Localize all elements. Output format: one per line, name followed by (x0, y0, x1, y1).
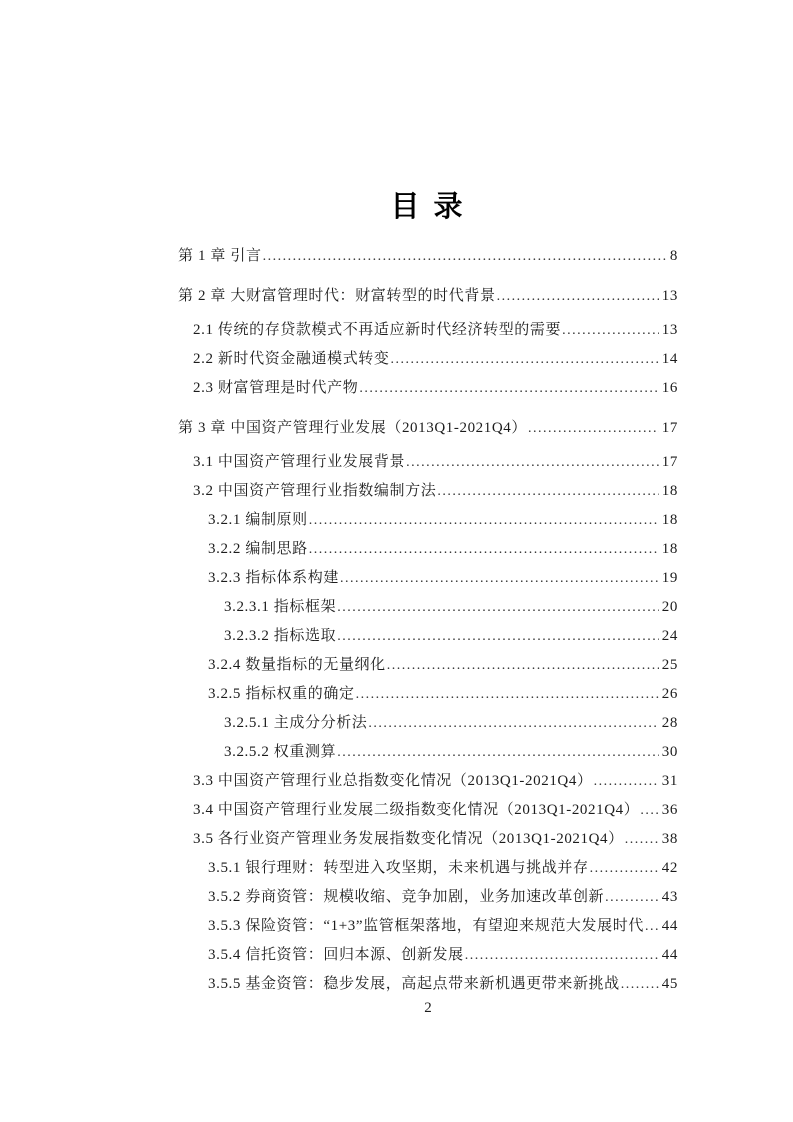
toc-dot-leader (309, 535, 659, 564)
toc-entry-page-number: 43 (661, 889, 678, 905)
toc-entry-page-number: 18 (661, 483, 678, 499)
toc-dot-leader (340, 564, 659, 593)
toc-entry-label: 2.3 财富管理是时代产物 (193, 380, 359, 396)
toc-entry[interactable] (178, 883, 678, 912)
toc-entry-page-number: 13 (661, 322, 678, 338)
toc-entry[interactable] (178, 709, 678, 738)
toc-entry[interactable] (178, 912, 678, 941)
toc-entry-label: 第 2 章 大财富管理时代：财富转型的时代背景 (178, 288, 496, 304)
toc-entry[interactable] (178, 535, 678, 564)
toc-dot-leader (640, 796, 658, 825)
toc-dot-leader (645, 912, 659, 941)
toc-dot-leader (437, 477, 658, 506)
toc-entry-label: 3.2.5.1 主成分分析法 (224, 715, 368, 731)
toc-entry[interactable] (178, 414, 678, 443)
toc-dot-leader (309, 506, 659, 535)
toc-entry-page-number: 38 (661, 831, 678, 847)
toc-dot-leader (594, 767, 659, 796)
footer-page-number: 2 (424, 1000, 432, 1016)
toc-entry-page-number: 19 (661, 570, 678, 586)
toc-entry-page-number: 8 (669, 248, 678, 264)
toc-entry-label: 3.5.2 券商资管：规模收缩、竞争加剧，业务加速改革创新 (208, 889, 605, 905)
toc-dot-leader (590, 854, 659, 883)
toc-entry[interactable] (178, 506, 678, 535)
toc-dot-leader (356, 680, 659, 709)
toc-entry[interactable] (178, 374, 678, 403)
toc-entry[interactable] (178, 854, 678, 883)
toc-entry-label: 第 3 章 中国资产管理行业发展（2013Q1-2021Q4） (178, 420, 528, 436)
toc-entry-page-number: 42 (661, 860, 678, 876)
toc-entry-label: 3.1 中国资产管理行业发展背景 (193, 454, 406, 470)
toc-list (178, 242, 678, 999)
toc-entry-page-number: 16 (661, 380, 678, 396)
toc-entry[interactable] (178, 242, 678, 271)
toc-dot-leader (625, 825, 659, 854)
toc-entry-label: 3.3 中国资产管理行业总指数变化情况（2013Q1-2021Q4） (193, 773, 593, 789)
toc-entry-label: 3.2.3.1 指标框架 (224, 599, 337, 615)
toc-entry-page-number: 28 (661, 715, 678, 731)
toc-entry-page-number: 44 (661, 918, 678, 934)
toc-dot-leader (263, 242, 667, 271)
toc-entry-label: 2.2 新时代资金融通模式转变 (193, 351, 390, 367)
toc-entry[interactable] (178, 477, 678, 506)
toc-entry[interactable] (178, 448, 678, 477)
toc-entry[interactable] (178, 680, 678, 709)
toc-content (178, 184, 678, 999)
toc-entry-page-number: 17 (661, 454, 678, 470)
toc-entry-page-number: 20 (661, 599, 678, 615)
toc-entry[interactable] (178, 651, 678, 680)
toc-entry[interactable] (178, 593, 678, 622)
toc-entry-label: 3.2 中国资产管理行业指数编制方法 (193, 483, 437, 499)
toc-entry[interactable] (178, 345, 678, 374)
toc-entry-page-number: 18 (661, 512, 678, 528)
toc-entry-label: 3.2.2 编制思路 (208, 541, 308, 557)
toc-dot-leader (621, 970, 659, 999)
toc-entry-label: 3.5.4 信托资管：回归本源、创新发展 (208, 947, 464, 963)
toc-dot-leader (465, 941, 659, 970)
toc-dot-leader (528, 414, 659, 443)
toc-entry[interactable] (178, 825, 678, 854)
page-title: 目 录 (390, 191, 466, 223)
toc-entry-page-number: 17 (661, 420, 678, 436)
toc-entry-label: 3.2.1 编制原则 (208, 512, 308, 528)
toc-entry-label: 3.5.5 基金资管：稳步发展，高起点带来新机遇更带来新挑战 (208, 976, 620, 992)
toc-entry-page-number: 13 (661, 288, 678, 304)
toc-entry[interactable] (178, 564, 678, 593)
toc-entry-label: 3.2.3.2 指标选取 (224, 628, 337, 644)
toc-entry[interactable] (178, 767, 678, 796)
toc-entry-label: 3.2.3 指标体系构建 (208, 570, 339, 586)
toc-entry-page-number: 31 (661, 773, 678, 789)
toc-dot-leader (406, 448, 659, 477)
toc-entry-page-number: 45 (661, 976, 678, 992)
toc-entry[interactable] (178, 282, 678, 311)
toc-entry[interactable] (178, 796, 678, 825)
toc-dot-leader (391, 345, 659, 374)
toc-entry-label: 3.5 各行业资产管理业务发展指数变化情况（2013Q1-2021Q4） (193, 831, 624, 847)
toc-entry-page-number: 18 (661, 541, 678, 557)
toc-entry-label: 3.2.5 指标权重的确定 (208, 686, 355, 702)
toc-entry[interactable] (178, 970, 678, 999)
toc-entry-page-number: 14 (661, 351, 678, 367)
toc-entry-page-number: 36 (661, 802, 678, 818)
toc-dot-leader (387, 651, 659, 680)
toc-entry[interactable] (178, 738, 678, 767)
toc-entry[interactable] (178, 316, 678, 345)
toc-entry-page-number: 30 (661, 744, 678, 760)
toc-entry-page-number: 26 (661, 686, 678, 702)
toc-entry-page-number: 24 (661, 628, 678, 644)
toc-dot-leader (497, 282, 659, 311)
toc-entry-label: 3.5.1 银行理财：转型进入攻坚期，未来机遇与挑战并存 (208, 860, 589, 876)
toc-dot-leader (337, 738, 659, 767)
toc-dot-leader (337, 622, 659, 651)
toc-dot-leader (337, 593, 659, 622)
toc-dot-leader (368, 709, 658, 738)
toc-entry[interactable] (178, 941, 678, 970)
toc-entry-label: 3.5.3 保险资管：“1+3”监管框架落地，有望迎来规范大发展时代 (208, 918, 644, 934)
toc-dot-leader (562, 316, 659, 345)
toc-entry-label: 2.1 传统的存贷款模式不再适应新时代经济转型的需要 (193, 322, 562, 338)
toc-entry-page-number: 44 (661, 947, 678, 963)
toc-dot-leader (359, 374, 658, 403)
toc-entry-label: 3.2.4 数量指标的无量纲化 (208, 657, 386, 673)
toc-entry-label: 第 1 章 引言 (178, 248, 262, 264)
toc-entry-label: 3.2.5.2 权重测算 (224, 744, 337, 760)
toc-entry-page-number: 25 (661, 657, 678, 673)
toc-entry-label: 3.4 中国资产管理行业发展二级指数变化情况（2013Q1-2021Q4） (193, 802, 640, 818)
toc-dot-leader (605, 883, 659, 912)
toc-entry[interactable] (178, 622, 678, 651)
